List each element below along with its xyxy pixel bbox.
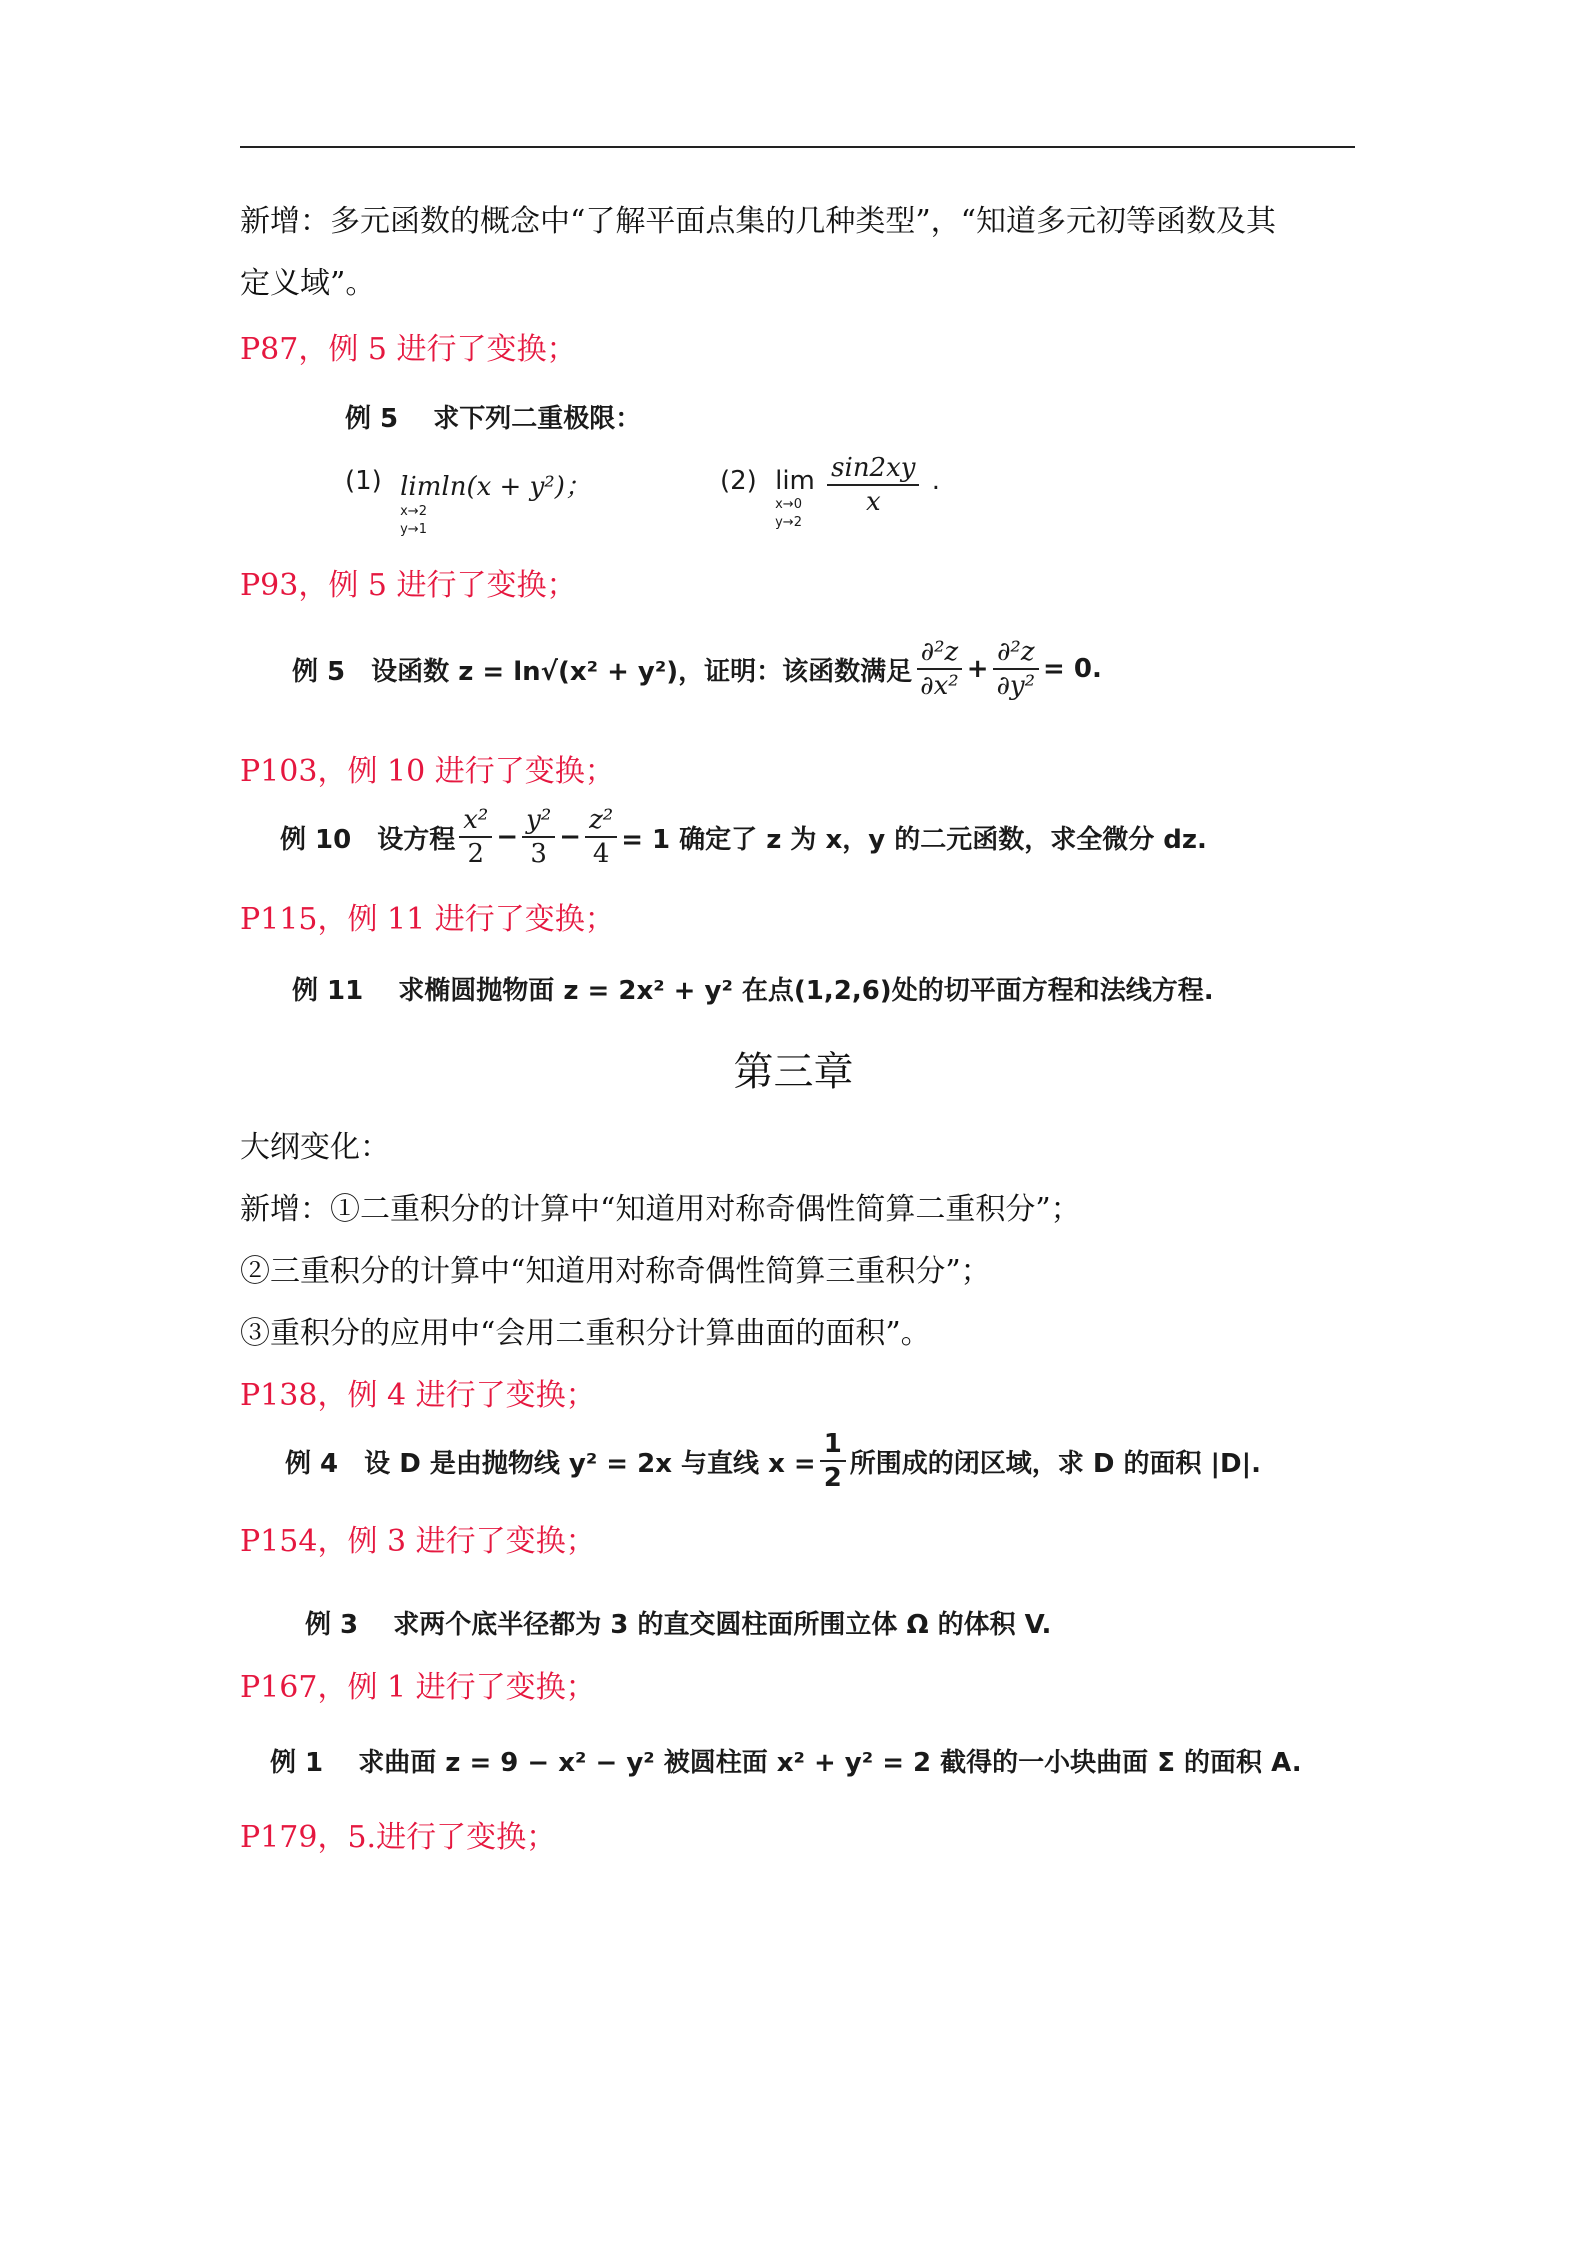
section-ref-p87: P87，例 5 进行了变换； [240,332,577,367]
example-text-pre: 设方程 [377,824,456,855]
minus-sign: − [559,822,582,852]
example-text: 求椭圆抛物面 z = 2x² + y² 在点(1,2,6)处的切平面方程和法线方程. [398,976,1214,1006]
partial-fraction-y [992,636,1039,702]
fraction-numerator: z² [585,804,617,838]
limit-sub-x: x→0 [775,497,802,512]
item-number: (2) [720,466,757,496]
example-label: 例 11 [292,976,364,1006]
fraction-x [459,804,492,870]
partial-fraction-x [916,636,963,702]
section-ref-p179: P179，5.进行了变换； [240,1820,557,1855]
example-text: 求两个底半径都为 3 的直交圆柱面所围立体 Ω 的体积 V. [393,1610,1052,1640]
chapter-title: 第三章 [733,1049,854,1095]
example-5-limits [345,398,641,435]
example-text: 求曲面 z = 9 − x² − y² 被圆柱面 x² + y² = 2 截得的一小块曲面 Σ 的面积 A. [358,1748,1302,1778]
fraction-numerator: 1 [820,1428,846,1462]
fraction-numerator: sin2xy [827,452,919,486]
limit-word: lim [775,466,815,496]
example-label: 例 10 [280,824,352,855]
section-ref-p115: P115，例 11 进行了变换； [240,902,615,937]
outline-heading: 大纲变化： [240,1130,390,1165]
example-text-post: 所围成的闭区域，求 D 的面积 |D|. [849,1448,1261,1479]
example-10 [280,804,1207,870]
intro-line-2: 定义域”。 [240,266,376,301]
example-text: 设函数 z = ln√(x² + y²)，证明：该函数满足 [371,656,913,687]
outline-new-1: 新增：①二重积分的计算中“知道用对称奇偶性简算二重积分”； [240,1192,1081,1227]
section-ref-p167: P167，例 1 进行了变换； [240,1670,596,1705]
equation-end: = 0. [1043,654,1102,684]
fraction-numerator: y² [522,804,555,838]
section-ref-p138: P138，例 4 进行了变换； [240,1378,596,1413]
item-number: (1) [345,466,382,496]
example-label: 例 1 [270,1748,324,1778]
fraction-z [585,804,617,870]
example-label: 例 5 [292,656,346,687]
example-5-item-1 [345,466,591,539]
fraction-numerator: ∂²z [917,636,963,670]
fraction-denominator: 3 [530,839,547,869]
header-rule [240,146,1355,148]
fraction-denominator: x [865,487,881,517]
fraction-y [522,804,555,870]
fraction-denominator: ∂x² [920,671,959,701]
example-4 [285,1428,1261,1494]
fraction-half [820,1428,846,1494]
limit-sub-y: y→1 [400,522,427,537]
section-ref-p154: P154，例 3 进行了变换； [240,1524,596,1559]
example-label: 例 3 [305,1610,359,1640]
example-3 [305,1604,1051,1641]
example-label: 例 4 [285,1448,339,1479]
minus-sign: − [496,822,519,852]
outline-new-3: ③重积分的应用中“会用二重积分计算曲面的面积”。 [240,1316,931,1351]
example-1 [270,1742,1302,1779]
fraction-denominator: 2 [823,1463,842,1493]
plus-sign: + [966,654,989,684]
example-label: 例 5 [345,404,399,434]
fraction-numerator: x² [459,804,492,838]
section-ref-p93: P93，例 5 进行了变换； [240,568,577,603]
limit-fraction [827,452,919,518]
outline-new-2: ②三重积分的计算中“知道用对称奇偶性简算三重积分”； [240,1254,991,1289]
period: . [931,466,940,496]
limit-sub-y: y→2 [775,515,802,530]
section-ref-p103: P103，例 10 进行了变换； [240,754,615,789]
limit-text: limln(x + y²)； [400,472,591,502]
example-text-post: = 1 确定了 z 为 x，y 的二元函数，求全微分 dz. [621,824,1207,855]
example-5-harmonic [292,636,1102,702]
example-text-pre: 设 D 是由抛物线 y² = 2x 与直线 x = [364,1448,816,1479]
limit-sub-x: x→2 [400,504,427,519]
limit-expression [775,466,815,532]
example-text: 求下列二重极限： [433,404,642,434]
fraction-denominator: 4 [592,839,610,869]
example-5-item-2 [720,452,940,532]
example-11 [292,970,1214,1007]
fraction-denominator: 2 [467,839,485,869]
limit-expression [400,466,591,539]
fraction-denominator: ∂y² [996,671,1036,701]
fraction-numerator: ∂²z [993,636,1039,670]
intro-line-1: 新增：多元函数的概念中“了解平面点集的几种类型”，“知道多元初等函数及其 [240,204,1277,239]
